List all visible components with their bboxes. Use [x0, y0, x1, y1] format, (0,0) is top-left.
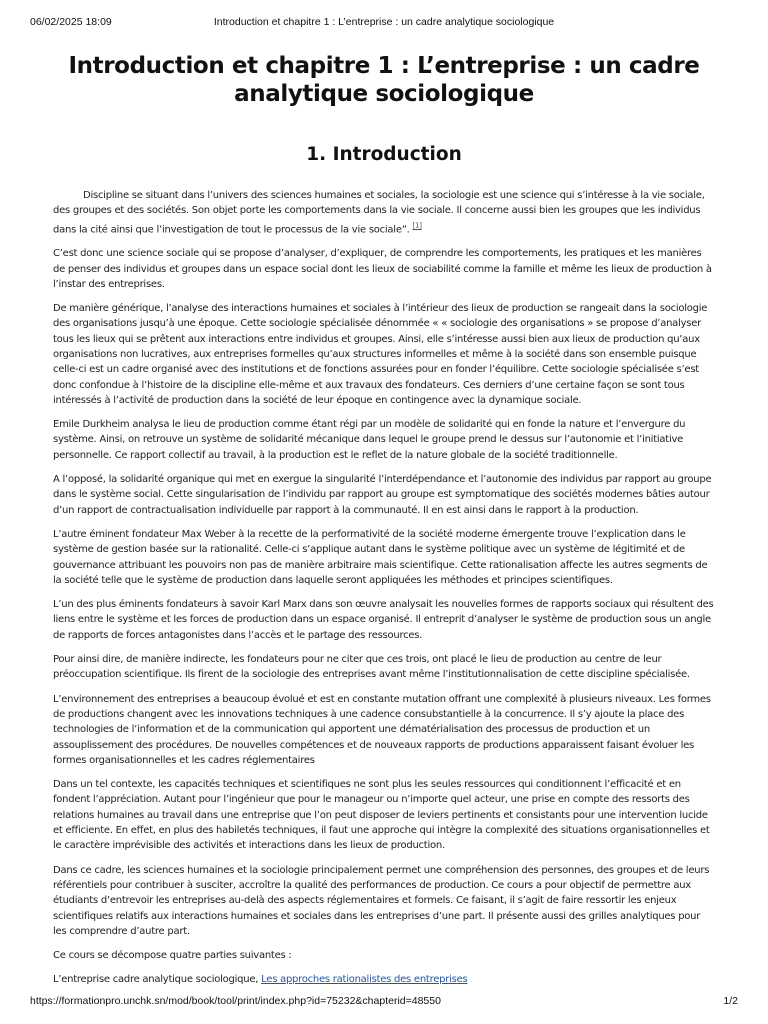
- page-number: 1/2: [723, 995, 738, 1007]
- section-heading: 1. Introduction: [306, 144, 462, 165]
- paragraph-11: Dans ce cadre, les sciences humaines et la sociologie principalement permet une compréhension des personnes, des groupes et de leurs référentiels pour contribuer à susciter, accroître la qualité des performances de production. Ce cours a pour objectif de permettre aux étudiants d’entrevoir les entreprises au-delà des aspects réglementaires et formels. Ce faisant, il s’agit de faire ressortir les enjeux scientifiques relatifs aux interactions humaines et sociales dans les entreprises d’une part. Il présente aussi des grilles analytiques pour les comprendre d’autre part.: [53, 864, 710, 937]
- paragraph-8: Pour ainsi dire, de manière indirecte, les fondateurs pour ne citer que ces trois, ont placé le lieu de production au centre de leur préoccupation scientifique. Ils firent de la sociologie des entreprises avant même l’institutionnalisation de cette discipline spécialisée.: [53, 654, 690, 681]
- chapter-link-approches-rationalistes[interactable]: Les approches rationalistes des entreprises: [261, 974, 468, 986]
- print-header: [0, 16, 768, 32]
- print-doc-title: Introduction et chapitre 1 : L’entreprise : un cadre analytique sociologique: [213, 16, 555, 28]
- print-footer: [0, 995, 768, 1011]
- footnote-link[interactable]: [1]: [412, 221, 422, 230]
- paragraph-9: L’environnement des entreprises a beaucoup évolué et est en constante mutation offrant une complexité à plusieurs niveaux. Les formes de productions changent avec les innovations techniques à une cadence consubstantielle à la concurrence. Il s’y ajoute la place des technologies de l’information et de la communication qui apportent une dématérialisation des processus de production et un assouplissement des procédures. De nouvelles compétences et de nouveaux rapports de productions apparaissent faisant évoluer les formes organisationnelles et les cadres réglementaires: [53, 693, 711, 766]
- page-title: Introduction et chapitre 1 : L’entreprise : un cadre analytique sociologique: [68, 53, 700, 107]
- paragraph-1: [53, 188, 715, 237]
- paragraph-13: [53, 972, 715, 987]
- paragraph-12: Ce cours se décompose quatre parties suivantes :: [53, 950, 292, 962]
- paragraph-10: Dans un tel contexte, les capacités techniques et scientifiques ne sont plus les seules ressources qui conditionnent l’efficacité et en fondent l’appréciation. Autant pour l’ingénieur que pour le manageur ou n’importe quel acteur, une prise en compte des ressorts des relations humaines au travail dans une entreprise que l’on peut disposer de leviers pertinents et consistants pour une intervention lucide et efficiente. En effet, en plus des habiletés techniques, il faut une approche qui intègre la complexité des situations organisationnelles et le caractère imprévisible des activités et interactions dans les lieux de production.: [53, 779, 710, 852]
- chapter-list-text: L’entreprise cadre analytique sociologique,: [53, 974, 259, 986]
- print-url: https://formationpro.unchk.sn/mod/book/tool/print/index.php?id=75232&chapterid=48550: [30, 995, 441, 1007]
- paragraph-7: L’un des plus éminents fondateurs à savoir Karl Marx dans son œuvre analysait les nouvelles formes de rapports sociaux qui résultent des liens entre le système et les forces de production dans un espace organisé. Il entreprit d’analyser le système de production sous un angle de rapports de forces antagonistes dans l’accès et le partage des ressources.: [53, 599, 714, 641]
- print-datetime: 06/02/2025 18:09: [30, 16, 112, 28]
- paragraph-4: Emile Durkheim analysa le lieu de production comme étant régi par un modèle de solidarité qui en fonde la nature et l’envergure du système. Ainsi, on retrouve un système de solidarité mécanique dans lequel le groupe prend le dessus sur l’autonomie et l’initiative personnelle. Ce rapport collectif au travail, à la production est le reflet de la nature globale de la société traditionnelle.: [53, 419, 686, 461]
- paragraph-3: De manière générique, l’analyse des interactions humaines et sociales à l’intérieur des lieux de production se rangeait dans la sociologie des organisations jusqu’à une époque. Cette sociologie spécialisée dénommée « « sociologie des organisations » se propose d’analyser tous les lieux qui se prêtent aux interactions entre individus et groupes. Ainsi, elle s’intéresse aussi bien aux lieux de production qu’aux organisations non lucratives, aux entreprises formelles qu’aux structures informelles et même à la société dans son ensemble puisque celle-ci est un cadre organisé avec des institutions et de fonctions assurées pour en fonder l’équilibre. Cette sociologie spécialisée s’est donc confondue à l’histoire de la discipline elle-même et aux travaux des fondateurs. Ces derniers d’une certaine façon se sont tous intéressés à l’activité de production dans la société de leur époque en contingence avec la dynamique sociale.: [53, 303, 708, 406]
- page-content: [53, 52, 715, 997]
- paragraph-6: L’autre éminent fondateur Max Weber à la recette de la performativité de la société moderne émergente trouve l’explication dans le système de gestion basée sur la rationalité. Celle-ci s’applique autant dans le système politique avec un système de légitimité et de gouvernance attribuant les pouvoirs non pas de manière arbitraire mais scientifique. Cette rationalisation affecte les autres segments de la société telle que le système de production dans laquelle seront appliquées les méthodes et principes scientifiques.: [53, 528, 708, 586]
- paragraph-5: A l’opposé, la solidarité organique qui met en exergue la singularité l’interdépendance et l’autonomie des individus par rapport au groupe dans le système social. Cette singularisation de l’individu par rapport au groupe est symptomatique des sociétés modernes bâties autour d’un rapport de contractualisation individuelle par rapport à la communauté. Il en est ainsi dans le rapport à la production.: [53, 474, 712, 516]
- paragraph-2: C’est donc une science sociale qui se propose d’analyser, d’expliquer, de comprendre les comportements, les pratiques et les manières de penser des individus et groupes dans un espace social dont les lieux de sociabilité comme la famille et même les lieux de production à l’instar des entreprises.: [53, 248, 712, 290]
- paragraph-text: Discipline se situant dans l’univers des sciences humaines et sociales, la sociologie est une science qui s’intéresse à la vie sociale, des groupes et des sociétés. Son objet porte les comportements dans la vie sociale. Il concerne aussi bien les groupes que les individus dans la cité ainsi que l’investigation de tout le processus de la vie sociale”.: [53, 190, 705, 235]
